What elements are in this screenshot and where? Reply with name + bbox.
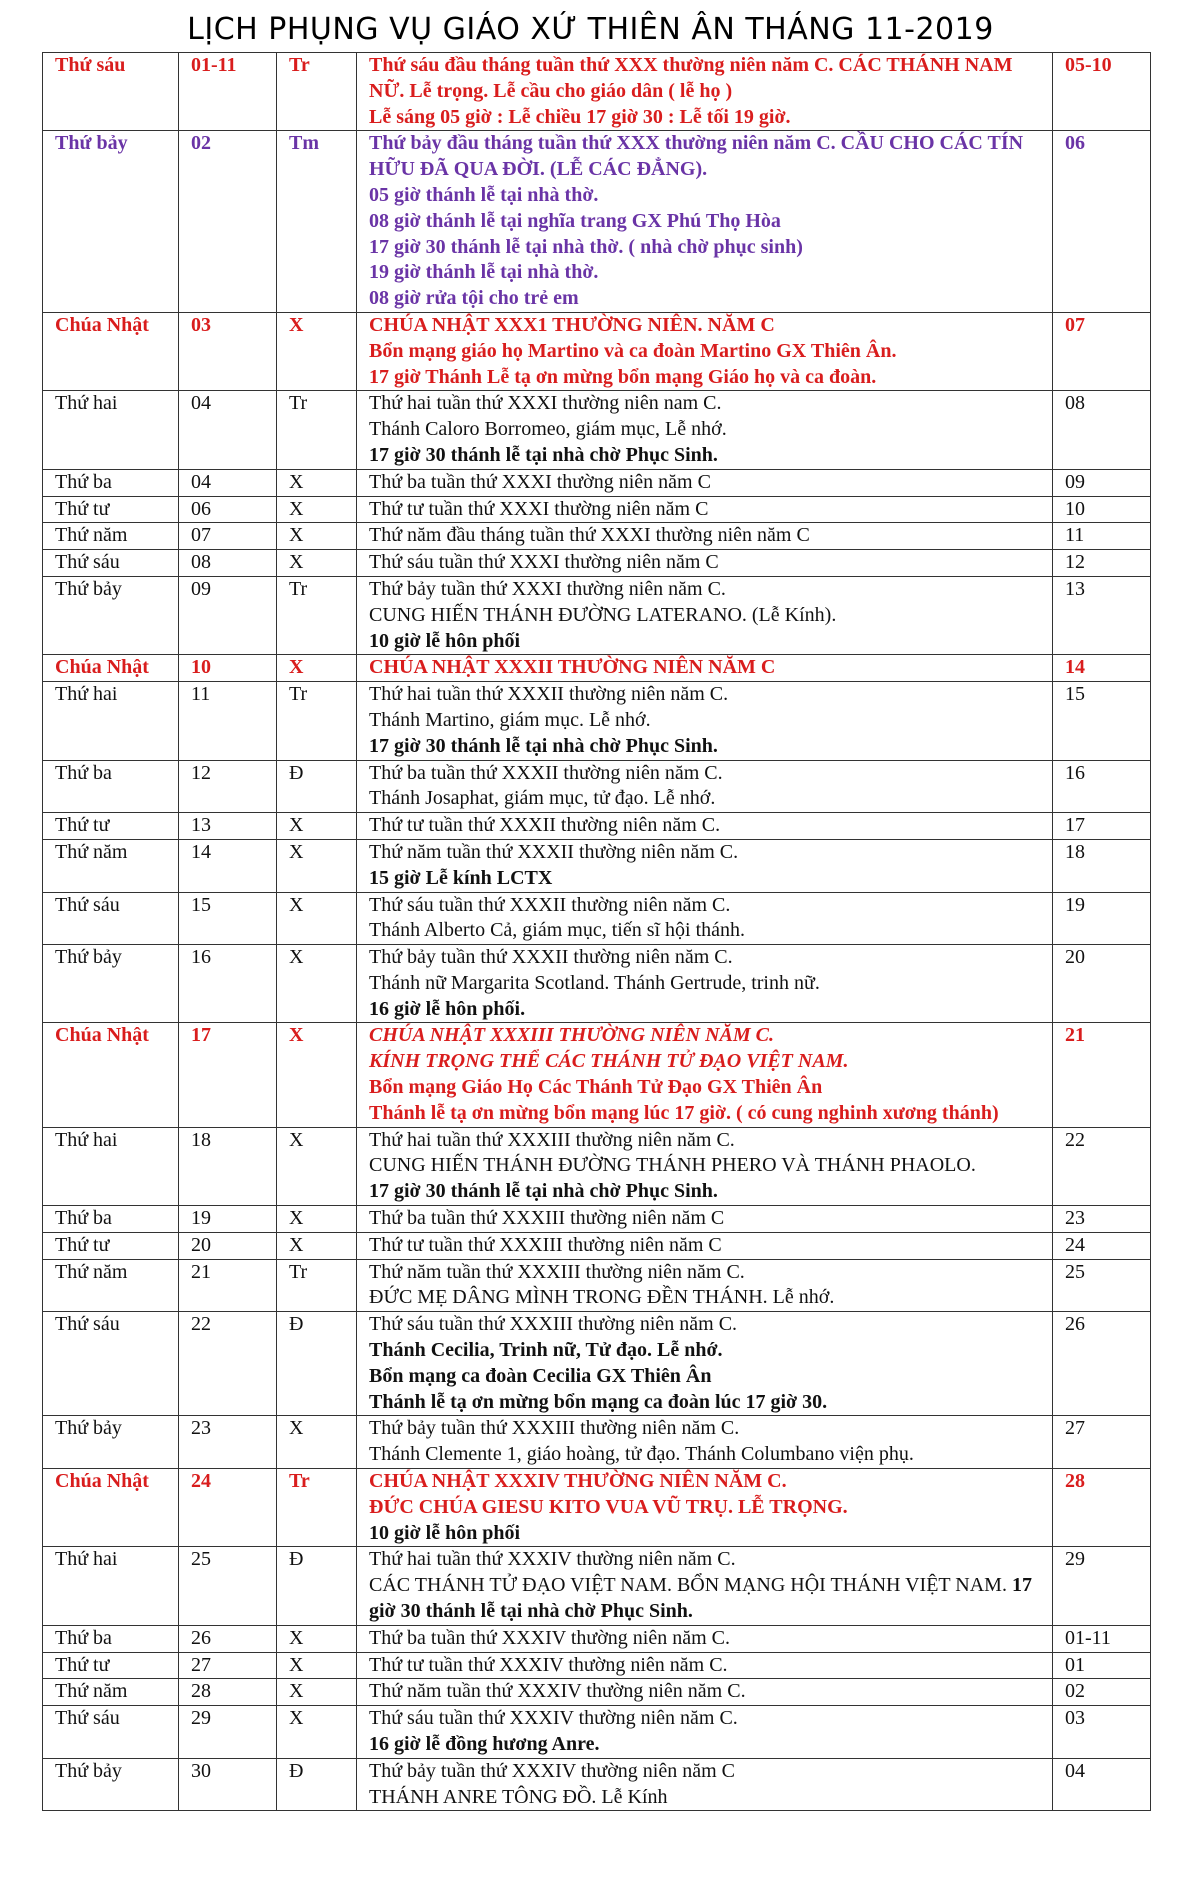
vestment-color-cell: X [277,1706,357,1759]
schedule-row [43,1758,1151,1811]
description-line: ĐỨC MẸ DÂNG MÌNH TRONG ĐỀN THÁNH. Lễ nhớ. [369,1286,835,1309]
weekday-cell: Thứ bảy [43,1758,179,1811]
description-cell [357,892,1053,945]
vestment-color-cell: X [277,1127,357,1205]
vestment-color-cell: X [277,1206,357,1233]
lunar-date-cell: 21 [1053,1023,1151,1127]
description-cell [357,1469,1053,1547]
weekday-cell: Chúa Nhật [43,655,179,682]
weekday-cell: Thứ hai [43,1127,179,1205]
date-cell: 17 [179,1023,277,1127]
description-line: Thứ bảy tuần thứ XXXIV thường niên năm C [369,1759,736,1782]
description-line: 08 giờ rửa tội cho trẻ em [369,287,579,310]
lunar-date-cell: 17 [1053,813,1151,840]
schedule-row [43,131,1151,313]
description-cell [357,1547,1053,1625]
vestment-color-cell: Tr [277,1469,357,1547]
lunar-date-cell: 29 [1053,1547,1151,1625]
lunar-date-cell: 15 [1053,682,1151,760]
vestment-color-cell: X [277,1416,357,1469]
description-line: Thứ sáu tuần thứ XXXIII thường niên năm C. [369,1313,738,1336]
description-line: Thánh Martino, giám mục. Lễ nhớ. [369,708,651,731]
vestment-color-cell: Đ [277,1547,357,1625]
date-cell: 01-11 [179,53,277,131]
lunar-date-cell: 24 [1053,1232,1151,1259]
lunar-date-cell: 08 [1053,391,1151,469]
description-line: Thứ hai tuần thứ XXXIII thường niên năm C. [369,1128,735,1151]
description-line: Thứ ba tuần thứ XXXII thường niên năm C. [369,761,723,784]
schedule-row [43,1679,1151,1706]
description-line: Thứ ba tuần thứ XXXI thường niên năm C [369,470,711,493]
description-bold-line: 10 giờ lễ hôn phối [369,629,521,652]
description-line: Lễ sáng 05 giờ : Lễ chiều 17 giờ 30 : Lễ tối 19 giờ. [369,105,791,128]
description-cell [357,391,1053,469]
weekday-cell: Thứ sáu [43,53,179,131]
date-cell: 07 [179,523,277,550]
description-line: CUNG HIẾN THÁNH ĐƯỜNG THÁNH PHERO VÀ THÁNH PHAOLO. [369,1154,976,1177]
weekday-cell: Thứ hai [43,682,179,760]
schedule-row [43,1547,1151,1625]
description-line: Thánh nữ Margarita Scotland. Thánh Gertrude, trinh nữ. [369,971,820,994]
description-line: Thứ sáu đầu tháng tuần thứ XXX thường niên năm C. CÁC THÁNH NAM NỮ. Lễ trọng. Lễ cầu cho giáo dân ( lễ họ ) [369,54,1013,102]
lunar-date-cell: 19 [1053,892,1151,945]
description-line: Thứ tư tuần thứ XXXIII thường niên năm C [369,1233,722,1256]
lunar-date-cell: 13 [1053,576,1151,654]
weekday-cell: Thứ ba [43,1206,179,1233]
lunar-date-cell: 23 [1053,1206,1151,1233]
schedule-row [43,391,1151,469]
description-cell [357,839,1053,892]
vestment-color-cell: X [277,1652,357,1679]
page-title: LỊCH PHỤNG VỤ GIÁO XỨ THIÊN ÂN THÁNG 11-2019 [187,12,994,47]
weekday-cell: Thứ ba [43,760,179,813]
description-bold-line: 15 giờ Lễ kính LCTX [369,866,553,889]
vestment-color-cell: Đ [277,1312,357,1416]
date-cell: 09 [179,576,277,654]
description-line: CHÚA NHẬT XXXII THƯỜNG NIÊN NĂM C [369,656,776,679]
schedule-row [43,550,1151,577]
schedule-row [43,1625,1151,1652]
description-cell [357,1758,1053,1811]
weekday-cell: Thứ ba [43,469,179,496]
date-cell: 04 [179,469,277,496]
description-cell [357,1232,1053,1259]
lunar-date-cell: 07 [1053,312,1151,390]
lunar-date-cell: 03 [1053,1706,1151,1759]
lunar-date-cell: 18 [1053,839,1151,892]
description-line: ĐỨC CHÚA GIESU KITO VUA VŨ TRỤ. LỄ TRỌNG. [369,1495,848,1518]
description-line: Thứ bảy đầu tháng tuần thứ XXX thường niên năm C. CẦU CHO CÁC TÍN HỮU ĐÃ QUA ĐỜI. (LỄ CÁC ĐẲNG). [369,132,1024,181]
date-cell: 08 [179,550,277,577]
description-line: Thứ sáu tuần thứ XXXIV thường niên năm C. [369,1707,738,1730]
schedule-row [43,1706,1151,1759]
liturgical-schedule-table [42,52,1151,1811]
description-cell [357,523,1053,550]
description-cell [357,53,1053,131]
schedule-row [43,1312,1151,1416]
schedule-row [43,1469,1151,1547]
schedule-row [43,1206,1151,1233]
schedule-row [43,839,1151,892]
date-cell: 02 [179,131,277,313]
date-cell: 06 [179,496,277,523]
weekday-cell: Thứ bảy [43,576,179,654]
schedule-row [43,1127,1151,1205]
description-line: THÁNH ANRE TÔNG ĐỒ. Lễ Kính [369,1785,668,1808]
schedule-row [43,945,1151,1023]
description-cell [357,1679,1053,1706]
description-cell [357,1652,1053,1679]
weekday-cell: Thứ sáu [43,892,179,945]
schedule-row [43,655,1151,682]
description-line: 05 giờ thánh lễ tại nhà thờ. [369,183,599,206]
description-line: Thánh Josaphat, giám mục, tử đạo. Lễ nhớ. [369,787,716,810]
lunar-date-cell: 25 [1053,1259,1151,1312]
date-cell: 20 [179,1232,277,1259]
vestment-color-cell: X [277,496,357,523]
lunar-date-cell: 01 [1053,1652,1151,1679]
description-line: Thứ hai tuần thứ XXXII thường niên năm C. [369,683,729,706]
vestment-color-cell: X [277,312,357,390]
weekday-cell: Thứ tư [43,496,179,523]
description-cell [357,945,1053,1023]
date-cell: 26 [179,1625,277,1652]
lunar-date-cell: 27 [1053,1416,1151,1469]
description-line: CÁC THÁNH TỬ ĐẠO VIỆT NAM. BỔN MẠNG HỘI THÁNH VIỆT NAM. 17 giờ 30 thánh lễ tại nhà chờ Phục Sinh. [369,1574,1032,1623]
schedule-row [43,813,1151,840]
description-line: CHÚA NHẬT XXX1 THƯỜNG NIÊN. NĂM C [369,313,775,336]
description-line: Thứ bảy tuần thứ XXXII thường niên năm C. [369,946,733,969]
schedule-row [43,53,1151,131]
weekday-cell: Thứ sáu [43,550,179,577]
lunar-date-cell: 16 [1053,760,1151,813]
description-cell [357,131,1053,313]
vestment-color-cell: Tr [277,53,357,131]
description-cell [357,813,1053,840]
schedule-row [43,760,1151,813]
description-line: Thứ tư tuần thứ XXXIV thường niên năm C. [369,1653,728,1676]
date-cell: 28 [179,1679,277,1706]
vestment-color-cell: X [277,550,357,577]
description-line: 19 giờ thánh lễ tại nhà thờ. [369,261,599,284]
vestment-color-cell: X [277,1232,357,1259]
description-cell [357,469,1053,496]
description-line: Thứ năm tuần thứ XXXIV thường niên năm C. [369,1680,746,1703]
date-cell: 24 [179,1469,277,1547]
date-cell: 23 [179,1416,277,1469]
description-cell [357,1416,1053,1469]
description-cell [357,576,1053,654]
description-bold-line: Bổn mạng ca đoàn Cecilia GX Thiên Ân [369,1364,712,1387]
weekday-cell: Chúa Nhật [43,312,179,390]
vestment-color-cell: Tr [277,391,357,469]
weekday-cell: Thứ năm [43,523,179,550]
schedule-row [43,576,1151,654]
date-cell: 29 [179,1706,277,1759]
lunar-date-cell: 02 [1053,1679,1151,1706]
weekday-cell: Thứ năm [43,839,179,892]
vestment-color-cell: Tr [277,682,357,760]
date-cell: 10 [179,655,277,682]
vestment-color-cell: X [277,469,357,496]
description-line: 17 giờ Thánh Lễ tạ ơn mừng bổn mạng Giáo họ và ca đoàn. [369,365,877,388]
description-line: Thứ tư tuần thứ XXXII thường niên năm C. [369,814,721,837]
weekday-cell: Chúa Nhật [43,1469,179,1547]
schedule-row [43,469,1151,496]
description-line: Thứ sáu tuần thứ XXXII thường niên năm C. [369,893,731,916]
date-cell: 04 [179,391,277,469]
date-cell: 19 [179,1206,277,1233]
description-line: Thánh Caloro Borromeo, giám mục, Lễ nhớ. [369,418,727,441]
description-cell [357,550,1053,577]
description-cell [357,1127,1053,1205]
description-line: Thứ hai tuần thứ XXXIV thường niên năm C. [369,1548,736,1571]
description-line: Thánh Clemente 1, giáo hoàng, tử đạo. Thánh Columbano viện phụ. [369,1443,914,1466]
weekday-cell: Thứ bảy [43,131,179,313]
description-cell [357,682,1053,760]
vestment-color-cell: Tr [277,1259,357,1312]
description-cell [357,312,1053,390]
description-cell [357,1312,1053,1416]
description-line: Thứ bảy tuần thứ XXXI thường niên năm C. [369,577,726,600]
date-cell: 15 [179,892,277,945]
description-cell [357,1706,1053,1759]
description-line: Thứ năm đầu tháng tuần thứ XXXI thường niên năm C [369,524,810,547]
description-line: Thứ năm tuần thứ XXXIII thường niên năm C. [369,1260,745,1283]
weekday-cell: Thứ năm [43,1679,179,1706]
lunar-date-cell: 09 [1053,469,1151,496]
description-cell [357,1206,1053,1233]
vestment-color-cell: X [277,892,357,945]
date-cell: 14 [179,839,277,892]
weekday-cell: Chúa Nhật [43,1023,179,1127]
lunar-date-cell: 26 [1053,1312,1151,1416]
description-cell [357,1625,1053,1652]
description-line: Thứ ba tuần thứ XXXIII thường niên năm C [369,1207,725,1230]
description-line: Bổn mạng giáo họ Martino và ca đoàn Martino GX Thiên Ân. [369,339,897,362]
date-cell: 03 [179,312,277,390]
schedule-row [43,1259,1151,1312]
weekday-cell: Thứ tư [43,813,179,840]
description-cell [357,655,1053,682]
description-bold-line: 16 giờ lễ hôn phối. [369,997,526,1020]
description-bold-line: Thánh lễ tạ ơn mừng bổn mạng ca đoàn lúc 17 giờ 30. [369,1390,828,1413]
description-bold-line: 17 giờ 30 thánh lễ tại nhà chờ Phục Sinh. [369,1180,718,1203]
date-cell: 27 [179,1652,277,1679]
vestment-color-cell: Tm [277,131,357,313]
description-cell [357,760,1053,813]
schedule-row [43,1416,1151,1469]
description-bold-text: 17 giờ 30 thánh lễ tại nhà chờ Phục Sinh. [369,1574,1032,1623]
vestment-color-cell: X [277,945,357,1023]
description-line: Thứ sáu tuần thứ XXXI thường niên năm C [369,551,719,574]
weekday-cell: Thứ ba [43,1625,179,1652]
vestment-color-cell: X [277,523,357,550]
description-line: CUNG HIẾN THÁNH ĐƯỜNG LATERANO. (Lễ Kính). [369,603,837,626]
description-cell [357,496,1053,523]
vestment-color-cell: X [277,655,357,682]
vestment-color-cell: X [277,813,357,840]
description-bold-line: 17 giờ 30 thánh lễ tại nhà chờ Phục Sinh. [369,734,718,757]
description-line: Thứ tư tuần thứ XXXI thường niên năm C [369,497,709,520]
lunar-date-cell: 10 [1053,496,1151,523]
vestment-color-cell: Đ [277,760,357,813]
schedule-row [43,496,1151,523]
schedule-row [43,312,1151,390]
description-line: KÍNH TRỌNG THỂ CÁC THÁNH TỬ ĐẠO VIỆT NAM. [369,1050,849,1073]
lunar-date-cell: 04 [1053,1758,1151,1811]
description-bold-line: 10 giờ lễ hôn phối [369,1521,521,1544]
weekday-cell: Thứ hai [43,1547,179,1625]
description-line: CHÚA NHẬT XXXIII THƯỜNG NIÊN NĂM C. [369,1024,775,1047]
description-cell [357,1259,1053,1312]
weekday-cell: Thứ sáu [43,1312,179,1416]
lunar-date-cell: 01-11 [1053,1625,1151,1652]
description-line: Bổn mạng Giáo Họ Các Thánh Tử Đạo GX Thiên Ân [369,1076,823,1099]
date-cell: 21 [179,1259,277,1312]
date-cell: 12 [179,760,277,813]
description-bold-line: Thánh Cecilia, Trinh nữ, Tử đạo. Lễ nhớ. [369,1339,723,1362]
lunar-date-cell: 06 [1053,131,1151,313]
weekday-cell: Thứ năm [43,1259,179,1312]
description-line: Thứ bảy tuần thứ XXXIII thường niên năm C. [369,1417,740,1440]
schedule-row [43,1652,1151,1679]
description-line: Thánh lễ tạ ơn mừng bổn mạng lúc 17 giờ. ( có cung nghinh xương thánh) [369,1101,999,1124]
schedule-row [43,523,1151,550]
vestment-color-cell: X [277,1625,357,1652]
weekday-cell: Thứ tư [43,1652,179,1679]
weekday-cell: Thứ hai [43,391,179,469]
weekday-cell: Thứ bảy [43,1416,179,1469]
date-cell: 18 [179,1127,277,1205]
description-line: 08 giờ thánh lễ tại nghĩa trang GX Phú Thọ Hòa [369,209,781,232]
lunar-date-cell: 05-10 [1053,53,1151,131]
date-cell: 16 [179,945,277,1023]
lunar-date-cell: 20 [1053,945,1151,1023]
lunar-date-cell: 12 [1053,550,1151,577]
description-line: 17 giờ 30 thánh lễ tại nhà thờ. ( nhà chờ phục sinh) [369,235,803,258]
description-line: Thứ hai tuần thứ XXXI thường niên nam C. [369,392,722,415]
vestment-color-cell: X [277,839,357,892]
description-line: Thánh Alberto Cả, giám mục, tiến sĩ hội thánh. [369,919,746,942]
date-cell: 30 [179,1758,277,1811]
schedule-row [43,892,1151,945]
weekday-cell: Thứ sáu [43,1706,179,1759]
date-cell: 22 [179,1312,277,1416]
description-line: Thứ năm tuần thứ XXXII thường niên năm C. [369,840,739,863]
schedule-row [43,1232,1151,1259]
vestment-color-cell: X [277,1679,357,1706]
description-line: Thứ ba tuần thứ XXXIV thường niên năm C. [369,1626,731,1649]
date-cell: 13 [179,813,277,840]
description-bold-line: 17 giờ 30 thánh lễ tại nhà chờ Phục Sinh. [369,443,718,466]
weekday-cell: Thứ tư [43,1232,179,1259]
lunar-date-cell: 11 [1053,523,1151,550]
vestment-color-cell: Đ [277,1758,357,1811]
vestment-color-cell: X [277,1023,357,1127]
description-line: CHÚA NHẬT XXXIV THƯỜNG NIÊN NĂM C. [369,1470,787,1493]
lunar-date-cell: 28 [1053,1469,1151,1547]
lunar-date-cell: 22 [1053,1127,1151,1205]
date-cell: 11 [179,682,277,760]
vestment-color-cell: Tr [277,576,357,654]
description-cell [357,1023,1053,1127]
description-bold-line: 16 giờ lễ đồng hương Anre. [369,1733,600,1755]
lunar-date-cell: 14 [1053,655,1151,682]
weekday-cell: Thứ bảy [43,945,179,1023]
schedule-row [43,682,1151,760]
schedule-row [43,1023,1151,1127]
date-cell: 25 [179,1547,277,1625]
